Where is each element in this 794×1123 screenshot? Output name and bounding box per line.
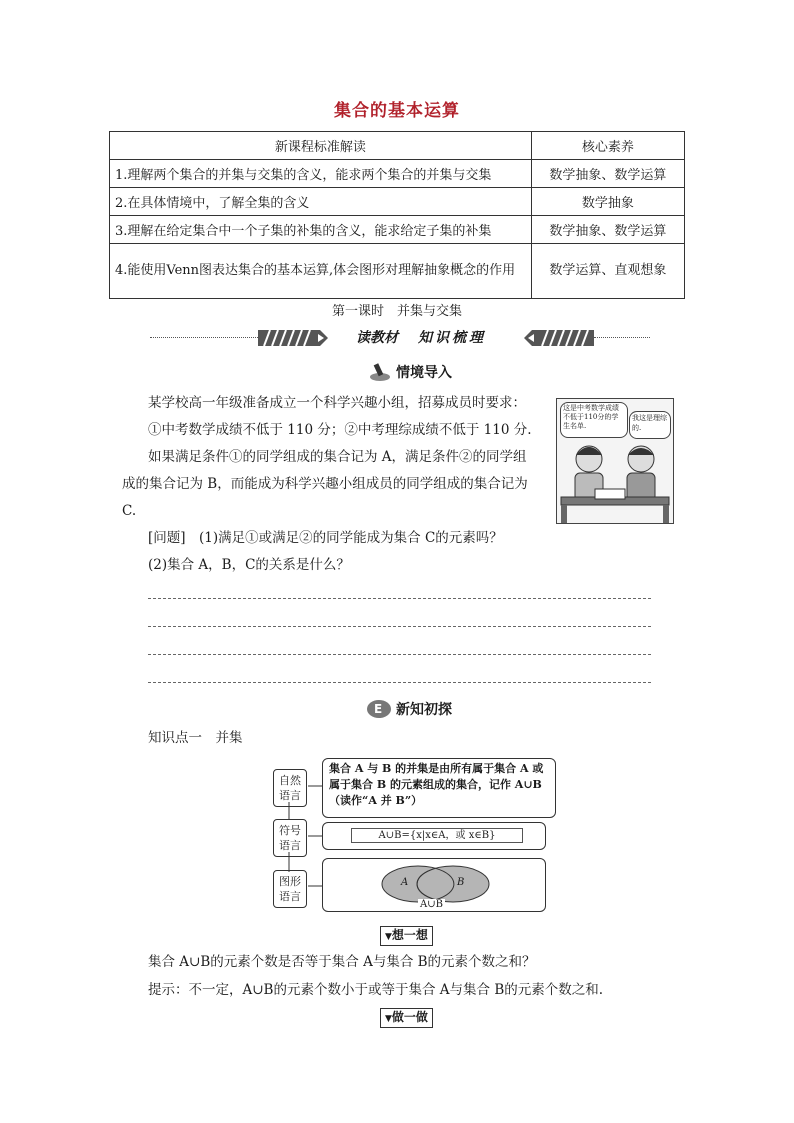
answer-line	[148, 626, 651, 627]
triangle-down-icon: ▼	[385, 932, 392, 942]
divider	[150, 337, 258, 338]
students-drawing-icon	[557, 437, 673, 523]
symbol-language-box	[322, 822, 546, 850]
banner-label-knowledge: 知识梳理	[418, 330, 486, 346]
book-icon	[366, 697, 392, 719]
union-formula: A∪B={x|x∈A，或 x∈B}	[351, 828, 523, 843]
think-tag-label: 想一想	[391, 928, 428, 942]
table-cell: 数学抽象、数学运算	[531, 160, 684, 188]
speech-bubble-left: 这是中考数学成绩不低于110分的学生名单.	[560, 402, 628, 438]
lesson-title: 第一课时 并集与交集	[331, 304, 462, 319]
situation-line: 某学校高一年级准备成立一个科学兴趣小组，招募成员时要求：	[148, 395, 526, 411]
speech-bubble-right: 我这是理综的.	[629, 411, 671, 439]
natural-language-box: 集合 A 与 B 的并集是由所有属于集合 A 或属于集合 B 的元素组成的集合，记作 A∪B（读作“A 并 B”）	[322, 758, 556, 818]
table-row	[110, 188, 685, 216]
table-row	[110, 244, 685, 299]
situation-text-cont	[122, 471, 552, 525]
divider	[594, 337, 650, 338]
answer-line	[148, 598, 651, 599]
table-header-row	[110, 132, 685, 160]
do-tag	[380, 1008, 433, 1028]
table-header: 核心素养	[531, 132, 684, 160]
knowledge-point-title: 知识点一 并集	[148, 730, 243, 746]
situation-line: ①中考数学成绩不低于 110 分；②中考理综成绩不低于 110 分.	[148, 422, 532, 438]
do-tag-label: 做一做	[391, 1010, 428, 1024]
graph-language-label: 图形语言	[273, 870, 307, 908]
situation-text	[148, 390, 553, 471]
natural-language-label: 自然语言	[273, 769, 307, 807]
situation-line: 如果满足条件①的同学组成的集合记为 A，满足条件②的同学组	[148, 449, 527, 465]
venn-caption: A∪B	[420, 899, 443, 910]
situation-heading: 情境导入	[396, 365, 452, 381]
table-row	[110, 216, 685, 244]
answer-line	[148, 654, 651, 655]
think-hint: 提示：不一定，A∪B的元素个数小于或等于集合 A与集合 B的元素个数之和.	[148, 982, 604, 998]
table-cell: 4.能使用Venn图表达集合的基本运算,体会图形对理解抽象概念的作用	[110, 244, 532, 299]
students-illustration	[556, 398, 674, 524]
situation-line: C.	[122, 503, 137, 519]
table-row	[110, 160, 685, 188]
table-cell: 数学运算、直观想象	[531, 244, 684, 299]
venn-label-b: B	[457, 877, 465, 888]
banner-label-read: 读教材	[356, 330, 398, 346]
table-cell: 数学抽象	[531, 188, 684, 216]
table-header: 新课程标准解读	[110, 132, 532, 160]
stripe-arrow-left-icon	[258, 328, 330, 348]
think-question: 集合 A∪B的元素个数是否等于集合 A与集合 B的元素个数之和？	[148, 954, 536, 970]
question-1: [问题] (1)满足①或满足②的同学能成为集合 C的元素吗？	[148, 530, 503, 546]
table-cell: 2.在具体情境中，了解全集的含义	[110, 188, 532, 216]
page-title: 集合的基本运算	[334, 101, 460, 121]
stripe-arrow-right-icon	[522, 328, 594, 348]
table-cell: 1.理解两个集合的并集与交集的含义，能求两个集合的并集与交集	[110, 160, 532, 188]
triangle-down-icon: ▼	[385, 1014, 392, 1024]
venn-label-a: A	[401, 877, 409, 888]
answer-line	[148, 682, 651, 683]
section-banner	[150, 328, 650, 348]
question-2: (2)集合 A，B，C的关系是什么？	[148, 557, 350, 573]
symbol-language-label: 符号语言	[273, 819, 307, 857]
new-knowledge-heading: 新知初探	[396, 702, 452, 718]
table-cell: 数学抽象、数学运算	[531, 216, 684, 244]
situation-line: 成的集合记为 B，而能成为科学兴趣小组成员的同学组成的集合记为	[122, 476, 528, 492]
standards-table	[109, 131, 685, 299]
table-cell: 3.理解在给定集合中一个子集的补集的含义，能求给定子集的补集	[110, 216, 532, 244]
think-tag	[380, 926, 433, 946]
svg-text:E: E	[374, 702, 383, 716]
pen-scroll-icon	[368, 360, 392, 382]
